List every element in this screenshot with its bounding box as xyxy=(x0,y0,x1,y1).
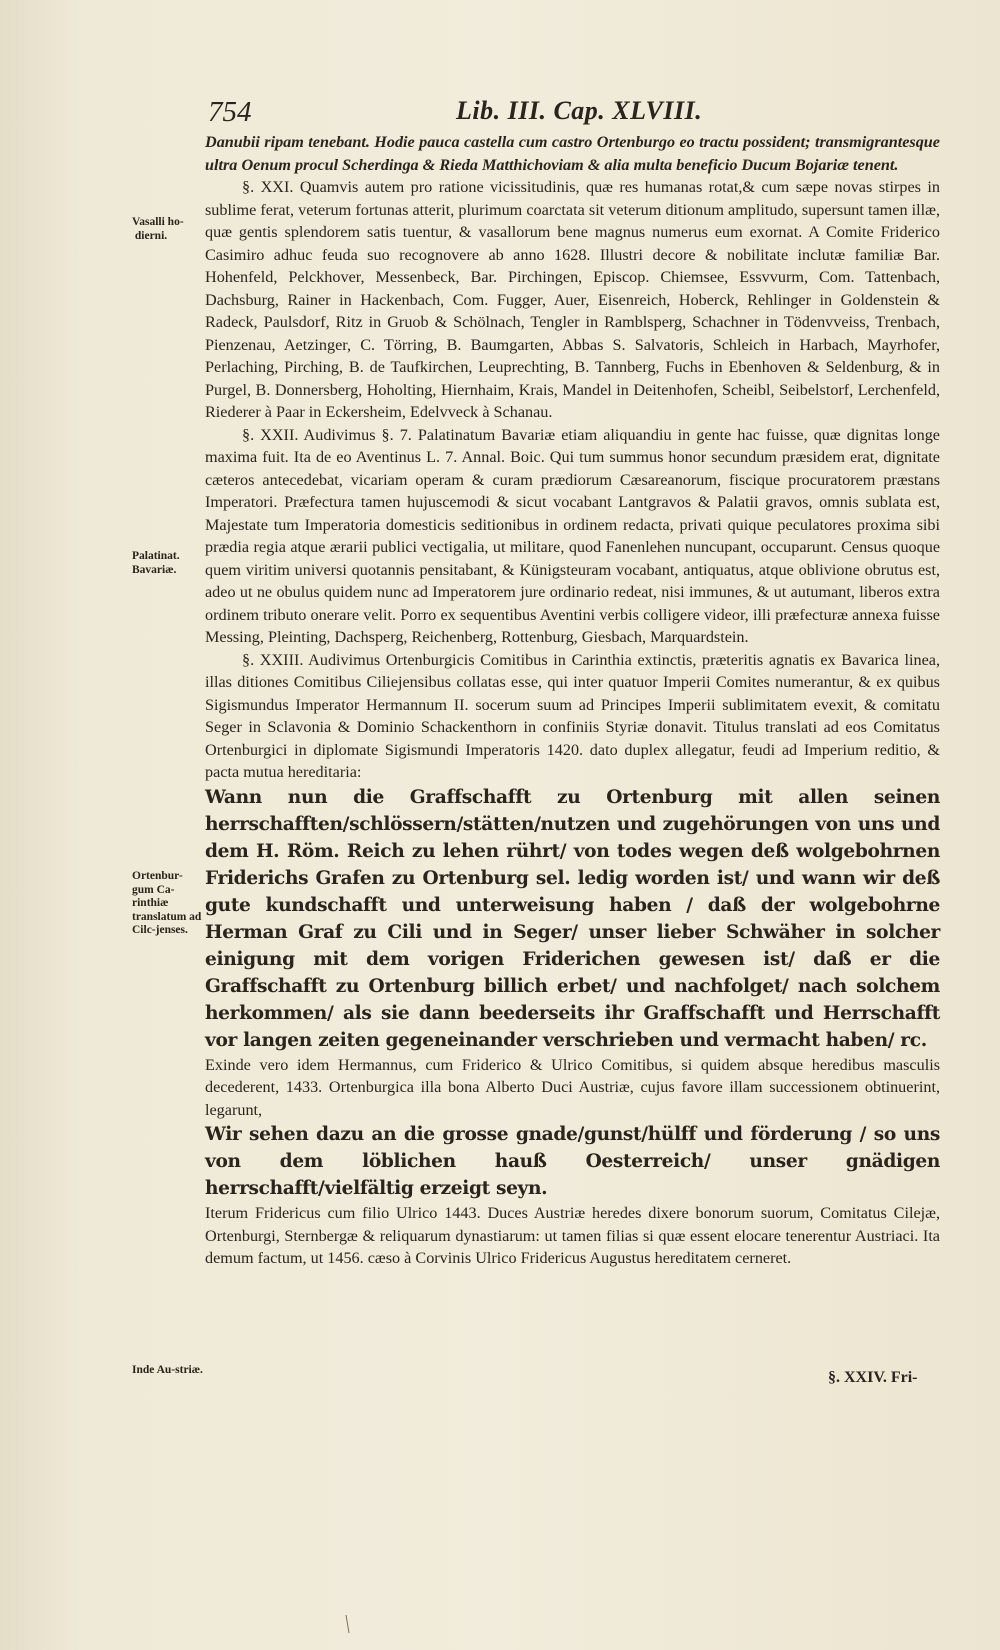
german-quote-2: Wir sehen dazu an die grosse gnade/gunst/hülff und förderung / so uns von dem löblichen hauß Oesterreich/ unser gnädigen herrschafft/vielfältig erzeigt seyn. xyxy=(205,1124,940,1199)
margin-note-palatinat: Palatinat. Bavariæ. xyxy=(132,550,180,576)
margin-note-inde-austriae: Inde Au-striæ. xyxy=(132,1364,203,1376)
german-quote-1: Wann nun die Graffschafft zu Ortenburg mit allen seinen herrschafften/schlössern/stätten/nutzen und zugehörungen von uns und dem H. Röm. Reich zu lehen rührt/ von todes wegen deß wolgebohrnen Friderichs Grafen zu Ortenburg sel. ledig worden ist/ und wann wir deß gute kundschafft und unterweisung haben / daß der wolgebohrne Herman Graf zu Cili und in Seger/ unser lieber Schwäher in solcher einigung mit dem vorigen Friderichen gewesen ist/ daß er die Graffschafft zu Ortenburg billich erbet/ und nachfolget/ nach solchem herkommen/ als sie dann beederseits ihr Graffschafft und Herrschafft vor langen zeiten gegeneinander verschrieben und vermacht haben/ rc. xyxy=(205,786,940,1051)
paragraph-iterum: Iterum Fridericus cum filio Ulrico 1443. Duces Austriæ heredes dixere bonorum suorum, Comitatus Cilejæ, Ortenburgi, Sternbergæ & reliquarum dynastiarum: ut tamen filias si quæ essent elocare tenerentur Austriaci. Ita demum factum, ut 1456. cæso à Corvinis Ulrico Fridericus Augustus hereditatem cerneret. xyxy=(205,1204,940,1267)
margin-note-vasalli: Vasalli ho- dierni. xyxy=(132,216,184,242)
binding-thread-mark xyxy=(344,1615,354,1635)
margin-note-ortenburg: Ortenbur-gum Ca-rinthiæ translatum ad Cilc-jenses. xyxy=(132,870,202,936)
paragraph-xxii: §. XXII. Audivimus §. 7. Palatinatum Bavariæ etiam aliquandiu in gente hac fuisse, quæ dignitas longe maxima fuit. Ita de eo Aventinus L. 7. Annal. Boic. Qui tum summus honor secundum præsidem erat, dignitate cæteros antecedebat, vicariam operam & curam prædiorum Cæsareanorum, fiscique procuratorem præstans Imperatori. Præfectura tamen hujuscemodi & sicut vocabant Lantgravos & Palatii gravos, omnis sublata est, Majestate tum Imperatoria domesticis seditionibus in ordinem redacta, privati quique peculatores proxima sibi prædia regia atque ærarii publici vectigalia, ut militare, quod Fanenlehen nuncupant, occuparunt. Census quoque quem viritim universi quotannis pensitabant, & Künigsteuram vocabant, antiquatus, atque oblivione obrutus est, adeo ut ne obulus quidem nunc ad Imperatorem jure ordinario redeat, nisi immunes, & ut autumant, liberos extra ordinem tributo onerare velit. Porro ex sequentibus Aventini verbis colligere videor, illi præfecturæ annexa fuisse Messing, Pleinting, Dachsperg, Reichenberg, Rottenburg, Giesbach, Marquardstein. xyxy=(205,425,940,646)
running-title: Lib. III. Cap. XLVIII. xyxy=(456,96,703,125)
paragraph-xxi: §. XXI. Quamvis autem pro ratione vicissitudinis, quæ res humanas rotat,& cum sæpe novas stirpes in sublime ferat, veterum fortunas atterit, plurimum coarctata sit veterum ditionum amplitudo, supersunt tamen illæ, quæ gentis splendorem satis tuentur, & vasallorum bene magnus numerus eum exornat. A Comite Friderico Casimiro adhuc feuda suo recognovere ab anno 1628. Illustri decore & nobilitate inclutæ familiæ Bar. Hohenfeld, Pelckhover, Messenbeck, Bar. Pirchingen, Episcop. Chiemsee, Essvvurm, Com. Tattenbach, Dachsburg, Rainer in Hackenbach, Com. Fugger, Auer, Eisenreich, Hoberck, Rehlinger in Goldenstein & Radeck, Paulsdorf, Ritz in Gruob & Schölnach, Tengler in Ramblsperg, Schachner in Tödenvveiss, Trenbach, Pienzenau, Aetzinger, C. Törring, B. Baumgarten, Abbas S. Salvatoris, Schleich in Harbach, Mayrhofer, Perlaching, Pirching, B. de Taufkirchen, Leuprechting, B. Tannberg, Fuchs in Ebenhoven & Seldenburg, & in Purgel, B. Donnersberg, Hoholting, Hiernhaim, Krais, Mandel in Deitenhofen, Scheibl, Seibelstorf, Lerchenfeld, Riederer à Paar in Eckersheim, Edelvveck à Schanau. xyxy=(205,178,940,421)
page-number: 754 xyxy=(208,96,252,128)
paragraph-exinde: Exinde vero idem Hermannus, cum Friderico & Ulrico Comitibus, si quidem absque heredibus masculis decederent, 1433. Ortenburgica illa bona Alberto Duci Austriæ, cujus favore illam successionem obtinuerint, legarunt, xyxy=(205,1055,940,1119)
paragraph-opening: Danubii ripam tenebant. Hodie pauca castella cum castro Ortenburgo eo tractu possident; transmigrantesque ultra Oenum procul Scherdinga & Rieda Matthichoviam & alia multa beneficio Ducum Bojariæ tenent. xyxy=(205,133,940,174)
main-text xyxy=(205,131,940,1270)
running-head xyxy=(208,96,928,134)
catchword: §. XXIV. Fri- xyxy=(828,1369,918,1386)
paragraph-xxiii: §. XXIII. Audivimus Ortenburgicis Comitibus in Carinthia extinctis, præteritis agnatis ex Bavarica linea, illas ditiones Comitibus Ciliejensibus collatas esse, qui inter quatuor Imperii Comites numerantur, & ex quibus Sigismundus Imperator Hermannum II. socerum suum ad Principes Imperii sublimitatem evexit, & comitatu Seger in Sclavonia & Dominio Schackenthorn in confiniis Styriæ donavit. Titulus translati ad eos Comitatus Ortenburgici in diplomate Sigismundi Imperatoris 1420. dato duplex allegatur, feudi ad Imperium reditio, & pacta mutua hereditaria: xyxy=(205,650,940,781)
